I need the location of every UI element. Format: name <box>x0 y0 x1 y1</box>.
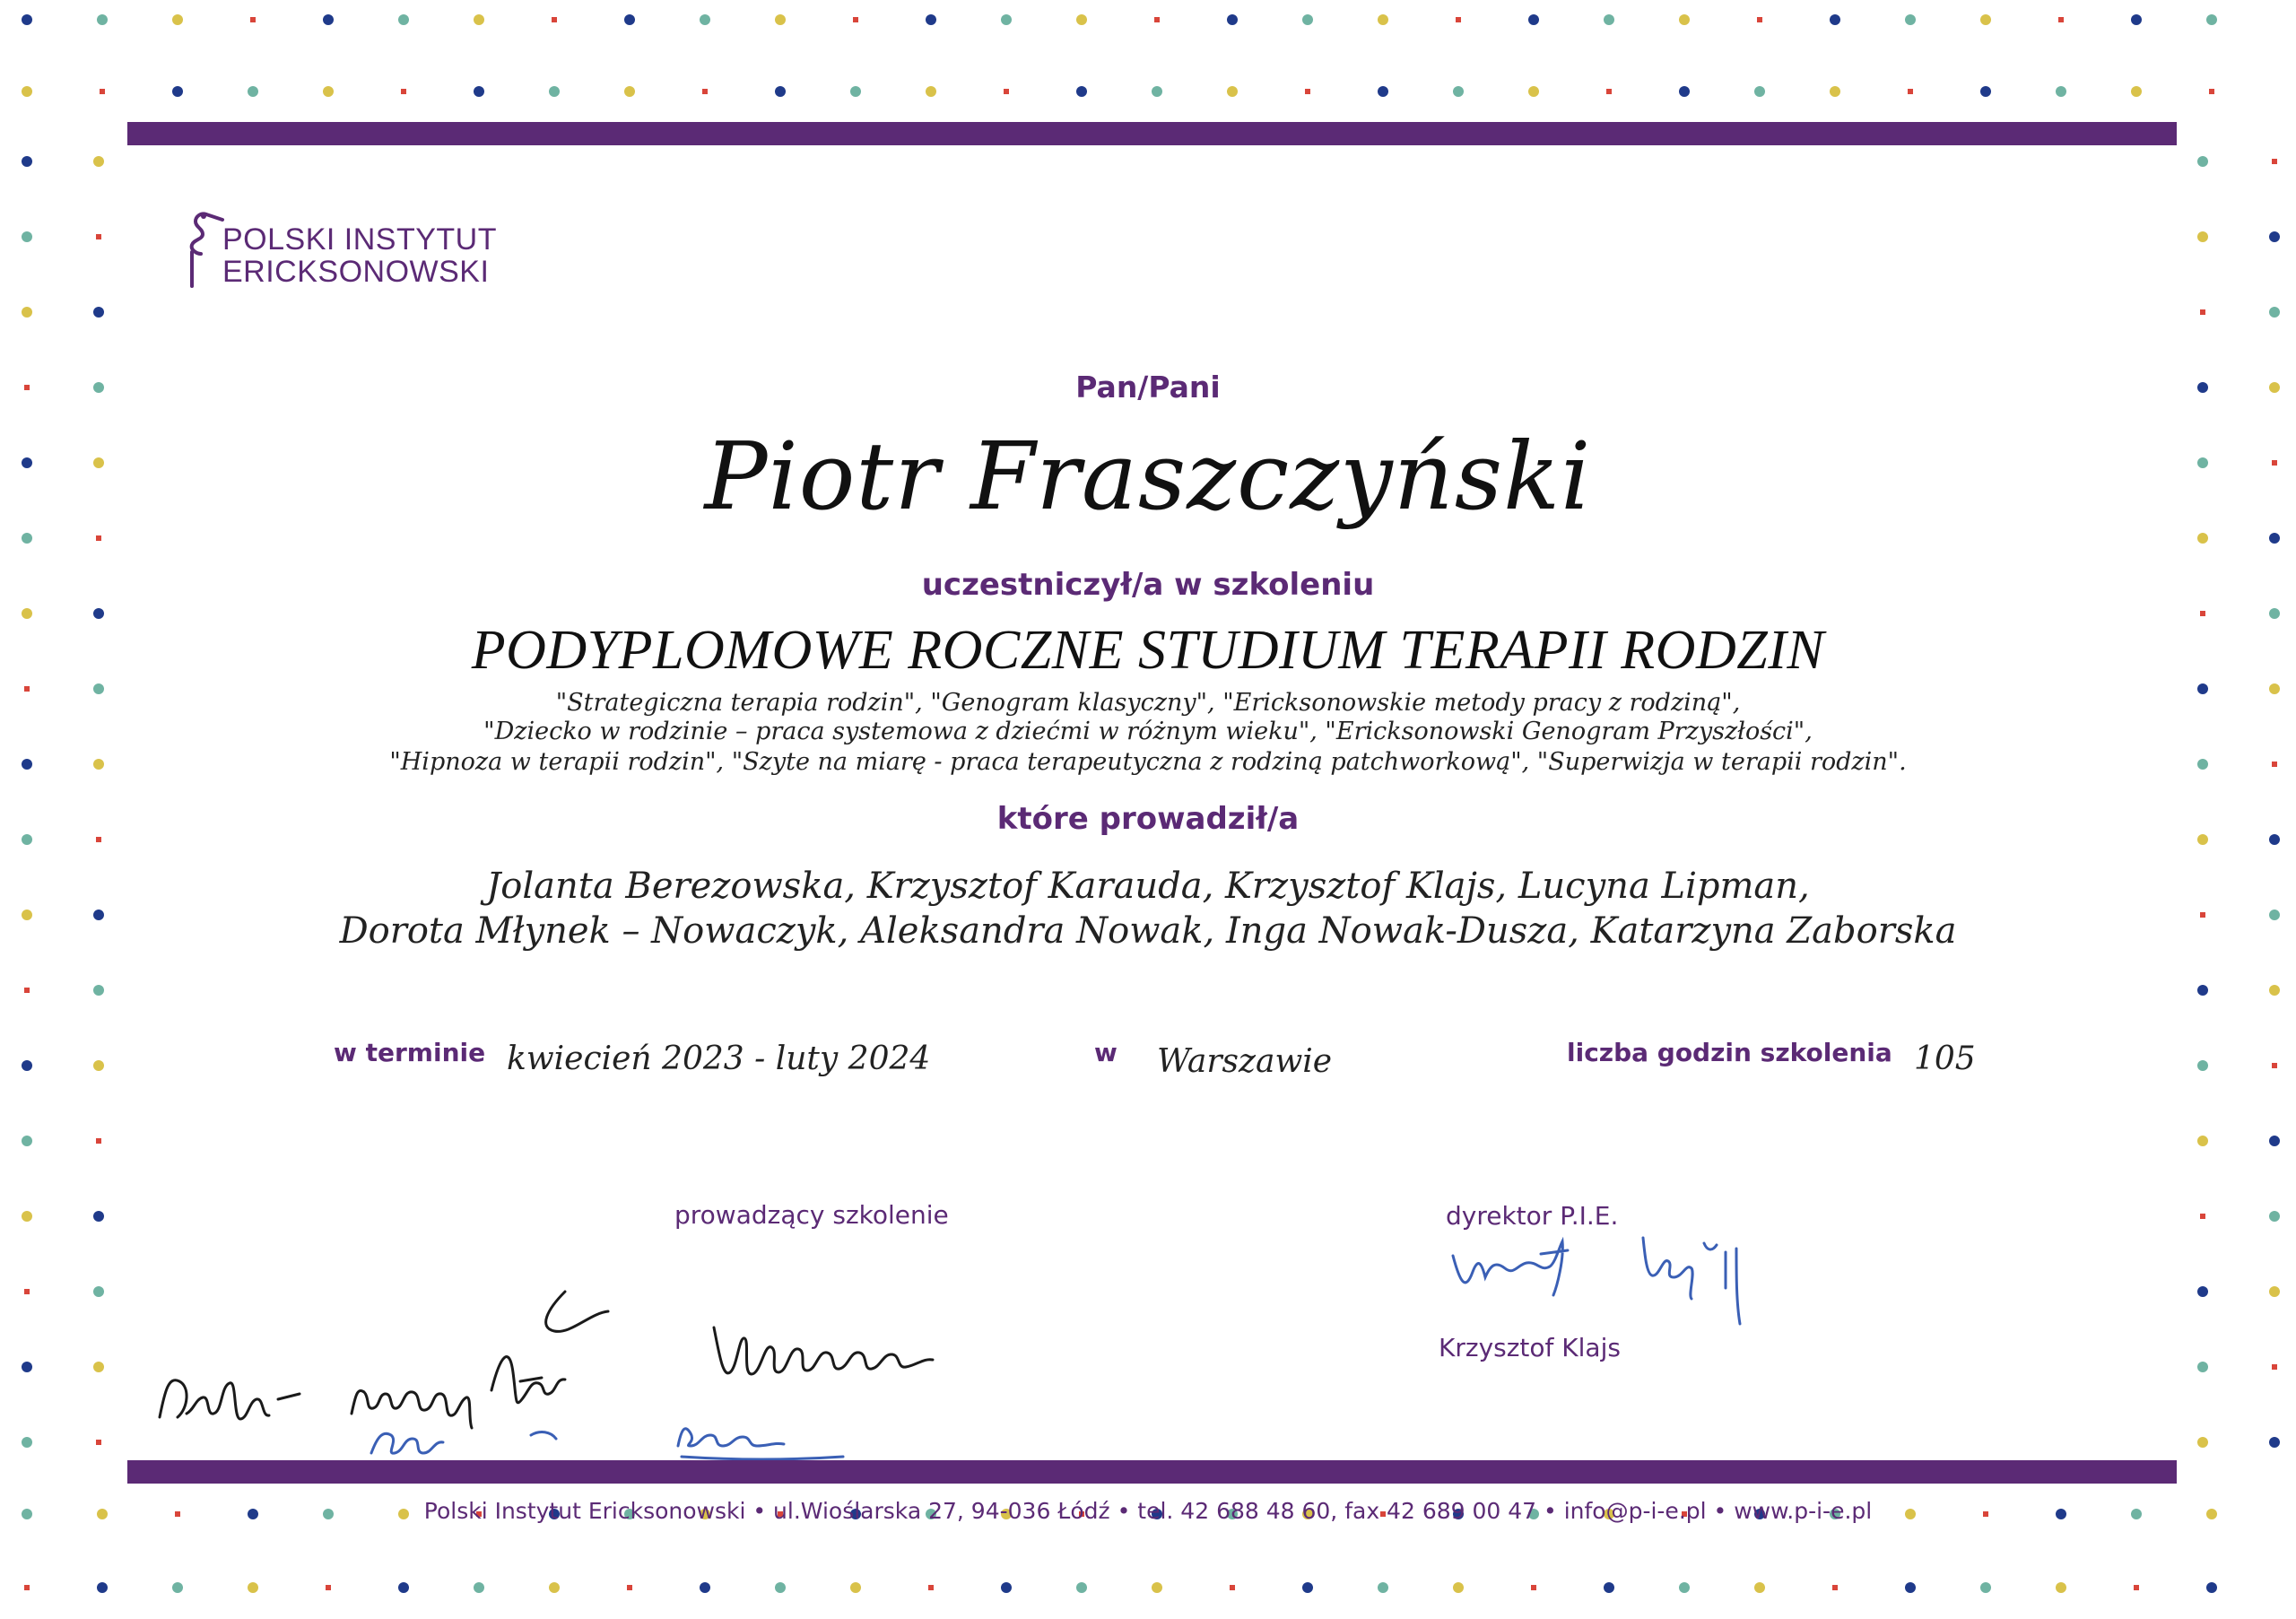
border-dot <box>96 234 101 239</box>
border-dot <box>2269 608 2280 619</box>
border-dot <box>2197 1362 2208 1372</box>
border-dot <box>248 1582 258 1593</box>
border-dot <box>1679 14 1690 25</box>
border-dot <box>1606 89 1612 94</box>
border-dot <box>2131 86 2142 97</box>
top-purple-band <box>127 122 2177 145</box>
director-label: dyrektor P.I.E. <box>1446 1201 1619 1231</box>
led-by-label: które prowadził/a <box>996 801 1300 837</box>
logo-line-1: POLSKI INSTYTUT <box>222 222 497 257</box>
border-dot <box>93 307 104 318</box>
trainers-line: Jolanta Berezowska, Krzysztof Karauda, Krzysztof Klajs, Lucyna Lipman, <box>486 866 1810 907</box>
border-dot <box>1378 86 1388 97</box>
border-dot <box>2200 611 2205 616</box>
border-dot <box>1378 14 1388 25</box>
border-dot <box>1980 1582 1991 1593</box>
border-dot <box>775 1582 786 1593</box>
border-dot <box>2131 14 2142 25</box>
participation-text: uczestniczył/a w szkoleniu <box>921 567 1375 603</box>
term-value: kwiecień 2023 - luty 2024 <box>507 1040 931 1077</box>
border-dot <box>172 86 183 97</box>
course-title: PODYPLOMOWE ROCZNE STUDIUM TERAPII RODZIN <box>471 620 1825 681</box>
border-dot <box>1230 1585 1235 1590</box>
border-dot <box>22 1136 32 1146</box>
border-dot <box>2269 1211 2280 1222</box>
place-value: Warszawie <box>1157 1043 1333 1080</box>
border-dot <box>2272 1364 2277 1370</box>
border-dot <box>1227 86 1238 97</box>
border-dot <box>22 86 32 97</box>
border-dot <box>1830 14 1840 25</box>
border-dot <box>2269 985 2280 996</box>
border-dot <box>1905 1582 1916 1593</box>
border-dot <box>96 1138 101 1144</box>
border-dot <box>2269 1286 2280 1297</box>
border-dot <box>22 307 32 318</box>
border-dot <box>700 1582 710 1593</box>
border-dot <box>248 86 258 97</box>
director-name: Krzysztof Klajs <box>1439 1333 1621 1362</box>
border-dot <box>398 1582 409 1593</box>
border-dot <box>2197 1060 2208 1071</box>
border-dot <box>1305 89 1310 94</box>
border-dot <box>2206 1582 2217 1593</box>
trainers-signatures <box>144 1256 1139 1471</box>
stork-icon <box>179 202 226 288</box>
border-dot <box>850 86 861 97</box>
border-dot <box>96 1440 101 1445</box>
border-dot <box>172 14 183 25</box>
border-dot <box>2197 1286 2208 1297</box>
border-dot <box>1456 17 1461 22</box>
border-dot <box>93 156 104 167</box>
border-dot <box>627 1585 632 1590</box>
border-dot <box>552 17 557 22</box>
border-dot <box>1528 86 1539 97</box>
border-dot <box>93 1362 104 1372</box>
border-dot <box>2269 307 2280 318</box>
border-dot <box>2209 89 2214 94</box>
border-dot <box>1302 1582 1313 1593</box>
term-label: w terminie <box>334 1038 486 1067</box>
border-dot <box>100 89 105 94</box>
border-dot <box>172 1582 183 1593</box>
border-dot <box>2269 533 2280 544</box>
border-dot <box>250 17 256 22</box>
border-dot <box>926 14 936 25</box>
recipient-name: Piotr Fraszczyński <box>704 422 1592 531</box>
border-dot <box>96 535 101 541</box>
border-dot <box>323 14 334 25</box>
border-dot <box>2056 86 2066 97</box>
border-dot <box>1453 86 1464 97</box>
border-dot <box>1980 14 1991 25</box>
border-dot <box>24 1585 30 1590</box>
border-dot <box>1152 1582 1162 1593</box>
salutation: Pan/Pani <box>1075 370 1221 405</box>
border-dot <box>1076 86 1087 97</box>
border-dot <box>1908 89 1913 94</box>
border-dot <box>850 1582 861 1593</box>
border-dot <box>326 1585 331 1590</box>
border-dot <box>1528 14 1539 25</box>
border-dot <box>1001 14 1012 25</box>
border-dot <box>22 1362 32 1372</box>
border-dot <box>1679 86 1690 97</box>
border-dot <box>1604 14 1614 25</box>
border-dot <box>2197 231 2208 242</box>
border-dot <box>702 89 708 94</box>
border-dot <box>97 14 108 25</box>
border-dot <box>1004 89 1009 94</box>
border-dot <box>2197 985 2208 996</box>
border-dot <box>2197 1136 2208 1146</box>
border-dot <box>1152 86 1162 97</box>
border-dot <box>1378 1582 1388 1593</box>
border-dot <box>2197 1437 2208 1448</box>
trainers-signature-label: prowadzący szkolenie <box>674 1200 949 1230</box>
border-dot <box>22 156 32 167</box>
border-dot <box>96 837 101 842</box>
border-dot <box>97 1582 108 1593</box>
trainers-line: Dorota Młynek – Nowaczyk, Aleksandra Nowak, Inga Nowak-Dusza, Katarzyna Zaborska <box>339 910 1957 952</box>
border-dot <box>1604 1582 1614 1593</box>
border-dot <box>1757 17 1762 22</box>
border-dot <box>2200 1214 2205 1219</box>
border-dot <box>474 1582 484 1593</box>
border-dot <box>2272 1063 2277 1068</box>
border-dot <box>624 86 635 97</box>
border-dot <box>2197 156 2208 167</box>
border-dot <box>1453 1582 1464 1593</box>
border-dot <box>549 1582 560 1593</box>
border-dot <box>22 533 32 544</box>
border-dot <box>1531 1585 1536 1590</box>
director-signature <box>1435 1202 1812 1354</box>
border-dot <box>1227 14 1238 25</box>
border-dot <box>1302 14 1313 25</box>
border-dot <box>1980 86 1991 97</box>
modules-line: "Strategiczna terapia rodzin", "Genogram klasyczny", "Ericksonowskie metody pracy z rodziną", <box>555 689 1741 717</box>
modules-line: "Dziecko w rodzinie – praca systemowa z dziećmi w różnym wieku", "Ericksonowski Genogram Przyszłości", <box>483 718 1813 745</box>
institute-logo <box>179 202 520 292</box>
border-dot <box>2269 1437 2280 1448</box>
border-dot <box>1754 1582 1765 1593</box>
border-dot <box>1076 14 1087 25</box>
border-dot <box>474 14 484 25</box>
footer-contact: Polski Instytut Ericksonowski • ul.Wioślarska 27, 94-036 Łódź • tel. 42 688 48 60, fax 42 689 00 47 • info@p-i-e.pl • www.p-i-e.pl <box>423 1498 1873 1524</box>
border-dot <box>474 86 484 97</box>
border-dot <box>1154 17 1160 22</box>
border-dot <box>775 14 786 25</box>
border-dot <box>926 86 936 97</box>
border-dot <box>853 17 858 22</box>
border-dot <box>93 1060 104 1071</box>
border-dot <box>22 608 32 619</box>
border-dot <box>1754 86 1765 97</box>
place-label: w <box>1094 1038 1118 1067</box>
border-dot <box>1830 86 1840 97</box>
border-dot <box>775 86 786 97</box>
border-dot <box>22 1211 32 1222</box>
border-dot <box>22 1437 32 1448</box>
border-dot <box>93 1286 104 1297</box>
border-dot <box>624 14 635 25</box>
border-dot <box>24 988 30 993</box>
border-dot <box>401 89 406 94</box>
hours-value: 105 <box>1914 1040 1976 1077</box>
border-dot <box>928 1585 934 1590</box>
border-dot <box>22 14 32 25</box>
border-dot <box>1076 1582 1087 1593</box>
border-dot <box>2269 231 2280 242</box>
border-dot <box>323 86 334 97</box>
border-dot <box>93 1211 104 1222</box>
border-dot <box>1832 1585 1838 1590</box>
border-dot <box>22 1060 32 1071</box>
border-dot <box>2056 1582 2066 1593</box>
border-dot <box>22 231 32 242</box>
border-dot <box>2269 1136 2280 1146</box>
modules-line: "Hipnoza w terapii rodzin", "Szyte na miarę - praca terapeutyczna z rodziną patchworkową", "Superwizja w terapii rodzin". <box>389 748 1907 776</box>
bottom-purple-band <box>127 1460 2177 1484</box>
border-dot <box>2197 533 2208 544</box>
border-dot <box>700 14 710 25</box>
border-dot <box>549 86 560 97</box>
hours-label: liczba godzin szkolenia <box>1567 1038 1892 1067</box>
border-dot <box>398 14 409 25</box>
border-dot <box>1905 14 1916 25</box>
border-dot <box>2134 1585 2139 1590</box>
border-dot <box>2058 17 2064 22</box>
border-dot <box>93 985 104 996</box>
border-dot <box>2272 159 2277 164</box>
border-dot <box>24 1289 30 1294</box>
border-dot <box>2206 14 2217 25</box>
border-dot <box>93 608 104 619</box>
border-dot <box>1679 1582 1690 1593</box>
border-dot <box>1001 1582 1012 1593</box>
logo-line-2: ERICKSONOWSKI <box>222 255 490 289</box>
border-dot <box>2200 309 2205 315</box>
